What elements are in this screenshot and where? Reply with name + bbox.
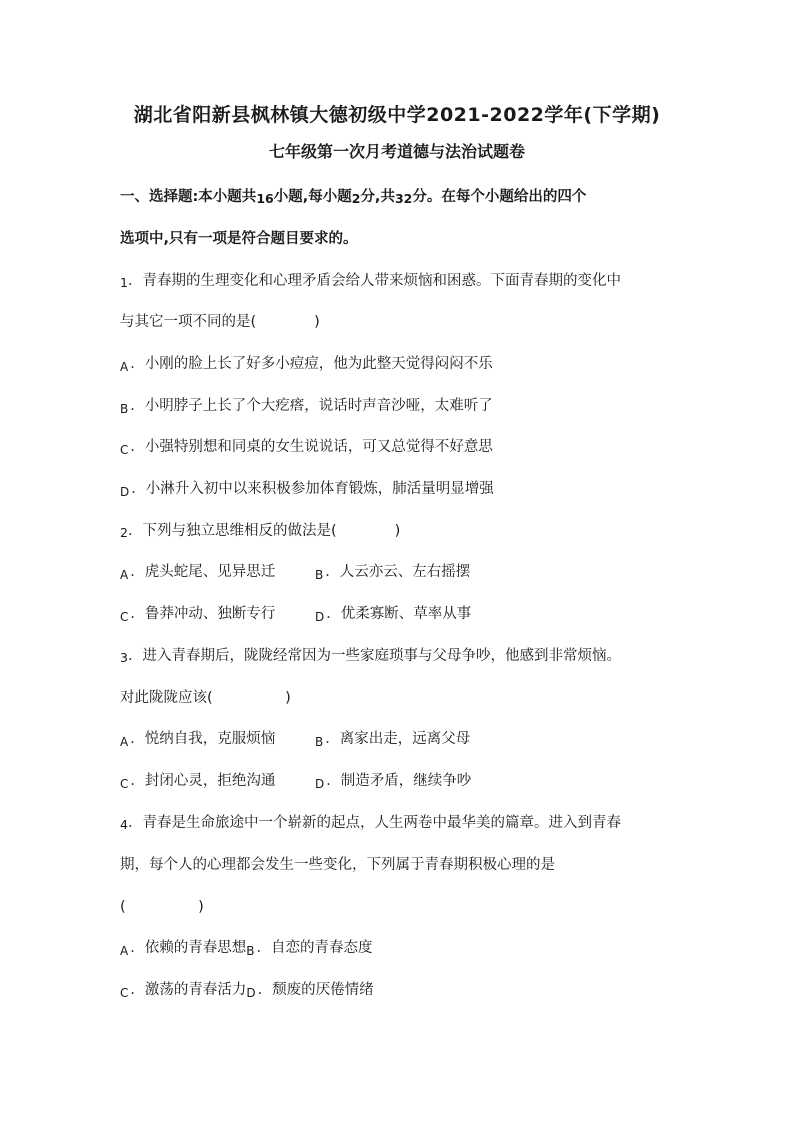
option-text: ．颓废的厌倦情绪 — [257, 982, 374, 998]
question-4-stem-line3: ( ) — [120, 899, 204, 915]
option-text: ．离家出走，远离父母 — [325, 731, 471, 747]
question-count: 16 — [256, 191, 274, 206]
option-letter: D — [120, 485, 130, 499]
page-subtitle: 七年级第一次月考道德与法治试题卷 — [268, 142, 525, 161]
option-text: ．封闭心灵，拒绝沟通 — [130, 773, 276, 789]
option-text: ．优柔寡断、草率从事 — [326, 606, 472, 622]
question-3-options-ab — [120, 729, 700, 749]
question-1-stem — [120, 271, 700, 291]
points-each: 2 — [351, 191, 361, 206]
option-letter: D — [246, 986, 256, 1000]
instruction-text: 分。在每个小题给出的四个 — [412, 189, 587, 205]
option-letter: C — [120, 443, 129, 457]
instruction-text: 小题,每小题 — [273, 189, 352, 205]
option-letter: B — [315, 568, 324, 582]
option-letter: A — [120, 360, 129, 374]
question-1-option-b — [120, 396, 700, 416]
option-text: ．鲁莽冲动、独断专行 — [130, 606, 276, 622]
option-text: ．虎头蛇尾、见异思迁 — [130, 564, 276, 580]
question-2-options-cd — [120, 604, 700, 624]
question-2-option-d — [315, 604, 471, 624]
question-number: 1 — [120, 275, 128, 290]
option-text: ．小淋升入初中以来积极参加体育锻炼，肺活量明显增强 — [131, 481, 494, 497]
question-3-stem-line2: 对此陇陇应该( ) — [120, 690, 291, 706]
option-letter: D — [315, 777, 325, 791]
question-4-options-cd — [120, 980, 700, 1000]
question-2-stem — [120, 521, 700, 541]
option-text: ．制造矛盾，继续争吵 — [326, 773, 472, 789]
option-letter: C — [120, 986, 129, 1000]
option-letter: C — [120, 777, 129, 791]
question-1-option-a — [120, 354, 700, 374]
option-letter: A — [120, 944, 129, 958]
question-3-option-d — [315, 771, 471, 791]
question-text: ．青春是生命旅途中一个崭新的起点，人生两卷中最华美的篇章。进入到青春 — [127, 815, 621, 831]
option-letter: B — [315, 735, 324, 749]
question-3-option-b — [315, 729, 470, 749]
question-number: 2 — [120, 525, 128, 540]
question-2-options-ab — [120, 562, 700, 582]
question-text: ．进入青春期后，陇陇经常因为一些家庭琐事与父母争吵，他感到非常烦恼。 — [127, 648, 621, 664]
option-letter: A — [120, 568, 129, 582]
section-instruction-line2: 选项中,只有一项是符合题目要求的。 — [120, 231, 358, 247]
section-instruction — [120, 187, 700, 207]
question-1-stem-line2: 与其它一项不同的是( ) — [120, 314, 320, 330]
option-text: ．自恋的青春态度 — [256, 940, 373, 956]
question-number: 3 — [120, 650, 128, 665]
question-3-stem — [120, 646, 700, 666]
option-text: ．小强特别想和同桌的女生说说话，可又总觉得不好意思 — [130, 439, 493, 455]
question-1-option-c — [120, 437, 700, 457]
total-points: 32 — [394, 191, 413, 206]
option-text: ．悦纳自我，克服烦恼 — [130, 731, 276, 747]
question-2-option-b — [315, 562, 470, 582]
option-letter: C — [120, 610, 129, 624]
question-3-options-cd — [120, 771, 700, 791]
question-1-option-d — [120, 479, 700, 499]
page-title: 湖北省阳新县枫林镇大德初级中学2021-2022学年(下学期) — [133, 104, 661, 126]
option-text: ．小刚的脸上长了好多小痘痘，他为此整天觉得闷闷不乐 — [130, 356, 493, 372]
option-letter: D — [315, 610, 325, 624]
question-4-options-ab — [120, 938, 700, 958]
question-number: 4 — [120, 817, 128, 832]
question-text: ．下列与独立思维相反的做法是( ) — [127, 523, 401, 539]
question-4-stem-line2: 期，每个人的心理都会发生一些变化，下列属于青春期积极心理的是 — [120, 857, 555, 873]
question-4-stem — [120, 813, 700, 833]
option-text: ．激荡的青春活力 — [130, 982, 247, 998]
option-text: ．依赖的青春思想 — [130, 940, 247, 956]
option-letter: B — [246, 944, 255, 958]
option-text: ．小明脖子上长了个大疙瘩，说话时声音沙哑，太难听了 — [130, 398, 493, 414]
option-letter: B — [120, 402, 129, 416]
instruction-text: 分,共 — [360, 189, 395, 205]
instruction-text: 一、选择题:本小题共 — [120, 189, 257, 205]
option-letter: A — [120, 735, 129, 749]
question-text: ．青春期的生理变化和心理矛盾会给人带来烦恼和困惑。下面青春期的变化中 — [127, 273, 621, 289]
option-text: ．人云亦云、左右摇摆 — [325, 564, 471, 580]
